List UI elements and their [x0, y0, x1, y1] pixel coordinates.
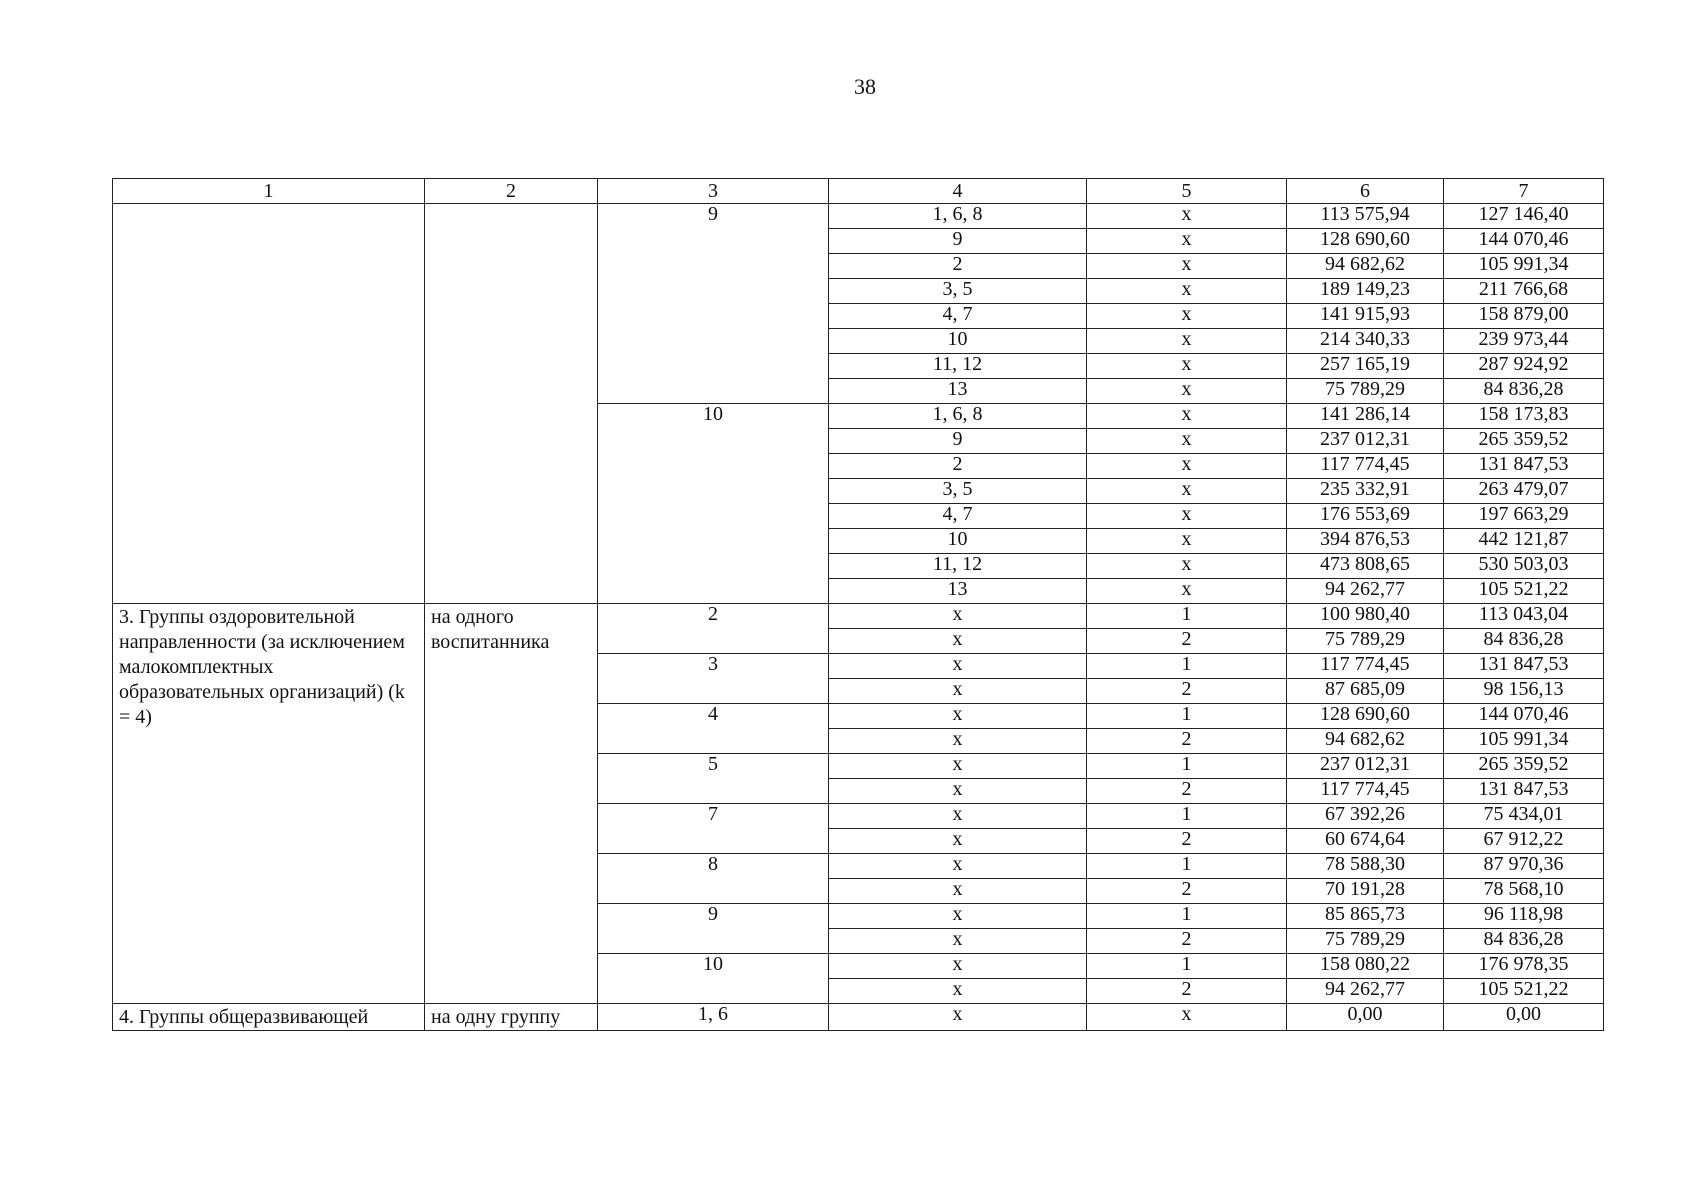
profile-cell: 1, 6, 8 [829, 404, 1087, 429]
value-cell: 105 521,22 [1444, 979, 1604, 1004]
value-cell: 473 808,65 [1287, 554, 1444, 579]
shift-cell: 2 [1087, 779, 1287, 804]
mark-cell: х [1087, 329, 1287, 354]
value-cell: 442 121,87 [1444, 529, 1604, 554]
mark-cell: х [1087, 204, 1287, 229]
value-cell: 265 359,52 [1444, 429, 1604, 454]
category-cell [113, 204, 425, 604]
mark-cell: х [829, 829, 1087, 854]
value-cell: 189 149,23 [1287, 279, 1444, 304]
value-cell: 87 685,09 [1287, 679, 1444, 704]
mark-cell: х [1087, 504, 1287, 529]
profile-cell: 3, 5 [829, 479, 1087, 504]
profile-cell: 2 [829, 454, 1087, 479]
mark-cell: х [829, 1004, 1087, 1031]
shift-cell: 2 [1087, 729, 1287, 754]
category-cell: 3. Группы оздоровительной направленности (за исключением малокомплектных образовательных организаций) (k = 4) [113, 604, 425, 1004]
value-cell: 239 973,44 [1444, 329, 1604, 354]
cost-table [112, 178, 1604, 1031]
value-cell: 75 434,01 [1444, 804, 1604, 829]
header-cell: 3 [598, 179, 829, 204]
value-cell: 105 991,34 [1444, 729, 1604, 754]
value-cell: 70 191,28 [1287, 879, 1444, 904]
value-cell: 141 286,14 [1287, 404, 1444, 429]
mark-cell: 1, 6 [598, 1004, 829, 1031]
profile-cell: 9 [829, 429, 1087, 454]
value-cell: 158 879,00 [1444, 304, 1604, 329]
header-cell: 4 [829, 179, 1087, 204]
value-cell: 94 682,62 [1287, 254, 1444, 279]
value-cell: 84 836,28 [1444, 629, 1604, 654]
shift-cell: 2 [1087, 629, 1287, 654]
group-size-cell: 5 [598, 754, 829, 804]
profile-cell: 10 [829, 529, 1087, 554]
profile-cell: 1, 6, 8 [829, 204, 1087, 229]
value-cell: 287 924,92 [1444, 354, 1604, 379]
shift-cell: 1 [1087, 604, 1287, 629]
value-cell: 87 970,36 [1444, 854, 1604, 879]
header-cell: 7 [1444, 179, 1604, 204]
value-cell: 85 865,73 [1287, 904, 1444, 929]
group-size-cell: 9 [598, 904, 829, 954]
value-cell: 197 663,29 [1444, 504, 1604, 529]
mark-cell: х [829, 654, 1087, 679]
value-cell: 141 915,93 [1287, 304, 1444, 329]
value-cell: 530 503,03 [1444, 554, 1604, 579]
value-cell: 211 766,68 [1444, 279, 1604, 304]
mark-cell: х [1087, 1004, 1287, 1031]
shift-cell: 1 [1087, 854, 1287, 879]
value-cell: 235 332,91 [1287, 479, 1444, 504]
shift-cell: 2 [1087, 829, 1287, 854]
value-cell: 131 847,53 [1444, 654, 1604, 679]
mark-cell: х [1087, 454, 1287, 479]
mark-cell: х [829, 679, 1087, 704]
value-cell: 67 392,26 [1287, 804, 1444, 829]
mark-cell: х [829, 879, 1087, 904]
mark-cell: х [1087, 554, 1287, 579]
value-cell: 144 070,46 [1444, 229, 1604, 254]
shift-cell: 1 [1087, 754, 1287, 779]
mark-cell: х [829, 979, 1087, 1004]
group-size-cell: 7 [598, 804, 829, 854]
value-cell: 176 978,35 [1444, 954, 1604, 979]
mark-cell: х [829, 854, 1087, 879]
profile-cell: 4, 7 [829, 304, 1087, 329]
mark-cell: х [829, 754, 1087, 779]
value-cell: 127 146,40 [1444, 204, 1604, 229]
value-cell: 176 553,69 [1287, 504, 1444, 529]
value-cell: 237 012,31 [1287, 754, 1444, 779]
header-cell: 2 [425, 179, 598, 204]
value-cell: 131 847,53 [1444, 779, 1604, 804]
unit-cell [425, 204, 598, 604]
value-cell: 117 774,45 [1287, 779, 1444, 804]
mark-cell: х [829, 729, 1087, 754]
mark-cell: х [1087, 479, 1287, 504]
value-cell: 78 588,30 [1287, 854, 1444, 879]
header-cell: 1 [113, 179, 425, 204]
header-cell: 5 [1087, 179, 1287, 204]
mark-cell: х [1087, 529, 1287, 554]
value-cell: 131 847,53 [1444, 454, 1604, 479]
group-size-cell: 10 [598, 404, 829, 604]
profile-cell: 9 [829, 229, 1087, 254]
group-size-cell: 3 [598, 654, 829, 704]
shift-cell: 2 [1087, 879, 1287, 904]
profile-cell: 3, 5 [829, 279, 1087, 304]
table-row [113, 204, 1604, 229]
value-cell: 0,00 [1444, 1004, 1604, 1031]
unit-cell: на одну группу [425, 1004, 598, 1031]
value-cell: 0,00 [1287, 1004, 1444, 1031]
value-cell: 67 912,22 [1444, 829, 1604, 854]
shift-cell: 2 [1087, 679, 1287, 704]
mark-cell: х [1087, 404, 1287, 429]
mark-cell: х [1087, 429, 1287, 454]
value-cell: 75 789,29 [1287, 379, 1444, 404]
value-cell: 265 359,52 [1444, 754, 1604, 779]
value-cell: 60 674,64 [1287, 829, 1444, 854]
value-cell: 94 262,77 [1287, 979, 1444, 1004]
table-row [113, 604, 1604, 629]
mark-cell: х [829, 604, 1087, 629]
profile-cell: 11, 12 [829, 354, 1087, 379]
mark-cell: х [829, 954, 1087, 979]
profile-cell: 13 [829, 379, 1087, 404]
value-cell: 94 262,77 [1287, 579, 1444, 604]
mark-cell: х [829, 704, 1087, 729]
mark-cell: х [1087, 304, 1287, 329]
shift-cell: 1 [1087, 954, 1287, 979]
mark-cell: х [1087, 229, 1287, 254]
mark-cell: х [829, 779, 1087, 804]
shift-cell: 1 [1087, 654, 1287, 679]
value-cell: 394 876,53 [1287, 529, 1444, 554]
category-cell: 4. Группы общеразвивающей [113, 1004, 425, 1031]
table-row [113, 1004, 1604, 1031]
shift-cell: 1 [1087, 704, 1287, 729]
value-cell: 105 521,22 [1444, 579, 1604, 604]
value-cell: 94 682,62 [1287, 729, 1444, 754]
value-cell: 158 080,22 [1287, 954, 1444, 979]
mark-cell: х [1087, 379, 1287, 404]
value-cell: 105 991,34 [1444, 254, 1604, 279]
group-size-cell: 9 [598, 204, 829, 404]
value-cell: 144 070,46 [1444, 704, 1604, 729]
shift-cell: 1 [1087, 904, 1287, 929]
profile-cell: 4, 7 [829, 504, 1087, 529]
value-cell: 75 789,29 [1287, 629, 1444, 654]
value-cell: 214 340,33 [1287, 329, 1444, 354]
value-cell: 113 575,94 [1287, 204, 1444, 229]
unit-cell: на одного воспитанника [425, 604, 598, 1004]
value-cell: 100 980,40 [1287, 604, 1444, 629]
value-cell: 84 836,28 [1444, 379, 1604, 404]
header-row [113, 179, 1604, 204]
shift-cell: 1 [1087, 804, 1287, 829]
mark-cell: х [1087, 279, 1287, 304]
mark-cell: х [829, 804, 1087, 829]
value-cell: 96 118,98 [1444, 904, 1604, 929]
value-cell: 257 165,19 [1287, 354, 1444, 379]
page-number: 38 [854, 74, 876, 99]
mark-cell: х [829, 629, 1087, 654]
value-cell: 78 568,10 [1444, 879, 1604, 904]
value-cell: 128 690,60 [1287, 229, 1444, 254]
group-size-cell: 4 [598, 704, 829, 754]
profile-cell: 10 [829, 329, 1087, 354]
value-cell: 158 173,83 [1444, 404, 1604, 429]
profile-cell: 13 [829, 579, 1087, 604]
value-cell: 128 690,60 [1287, 704, 1444, 729]
shift-cell: 2 [1087, 929, 1287, 954]
value-cell: 84 836,28 [1444, 929, 1604, 954]
value-cell: 113 043,04 [1444, 604, 1604, 629]
mark-cell: х [1087, 354, 1287, 379]
value-cell: 75 789,29 [1287, 929, 1444, 954]
value-cell: 117 774,45 [1287, 454, 1444, 479]
value-cell: 237 012,31 [1287, 429, 1444, 454]
shift-cell: 2 [1087, 979, 1287, 1004]
profile-cell: 2 [829, 254, 1087, 279]
header-cell: 6 [1287, 179, 1444, 204]
group-size-cell: 2 [598, 604, 829, 654]
value-cell: 263 479,07 [1444, 479, 1604, 504]
group-size-cell: 8 [598, 854, 829, 904]
mark-cell: х [1087, 254, 1287, 279]
profile-cell: 11, 12 [829, 554, 1087, 579]
group-size-cell: 10 [598, 954, 829, 1004]
mark-cell: х [1087, 579, 1287, 604]
mark-cell: х [829, 929, 1087, 954]
mark-cell: х [829, 904, 1087, 929]
value-cell: 117 774,45 [1287, 654, 1444, 679]
value-cell: 98 156,13 [1444, 679, 1604, 704]
